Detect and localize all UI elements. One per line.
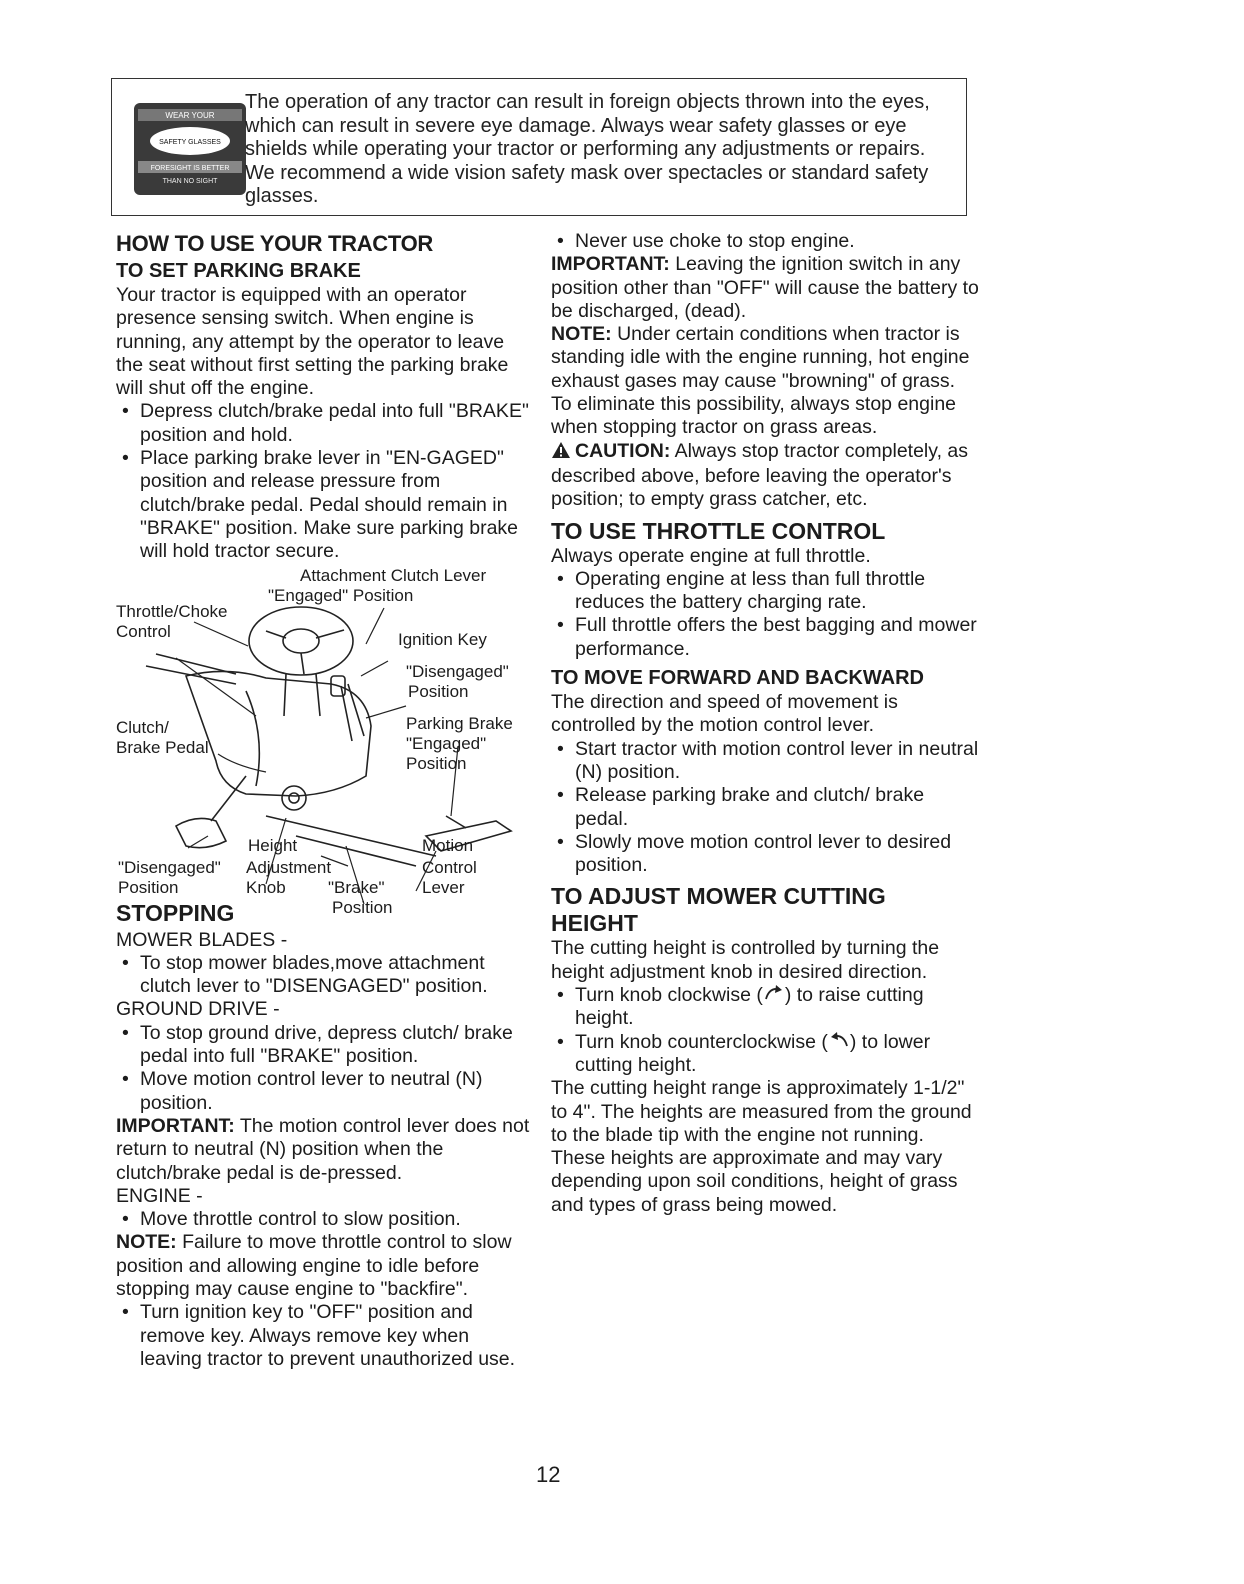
- label-motion: Motion: [422, 835, 474, 855]
- label-disengaged-bottom: "Disengaged": [118, 857, 221, 877]
- mower-bullet-1: • To stop mower blades,move attachment clutch lever to "DISENGAGED" position.: [116, 952, 536, 999]
- label-disengaged-top-position: Position: [408, 681, 469, 701]
- throttle-bullet-1: • Operating engine at less than full throttle reduces the battery charging rate.: [551, 568, 979, 615]
- stopping-note: [116, 1231, 536, 1301]
- label-control: Control: [422, 857, 477, 877]
- ground-drive-label: GROUND DRIVE -: [116, 998, 280, 1021]
- throttle-intro: Always operate engine at full throttle.: [551, 544, 871, 567]
- tractor-controls-diagram: [116, 566, 536, 938]
- icon-text-1: WEAR YOUR: [165, 111, 215, 120]
- safety-glasses-icon: [132, 101, 248, 197]
- counterclockwise-arrow-icon: [828, 1031, 850, 1053]
- clockwise-pre: Turn knob clockwise (: [575, 984, 763, 1007]
- cutting-intro: The cutting height is controlled by turning the height adjustment knob in desired direction.: [551, 937, 940, 983]
- cutting-bullet-1: [551, 984, 979, 1031]
- left-column: [116, 230, 536, 1371]
- icon-text-3: FORESIGHT IS BETTER: [150, 165, 230, 172]
- caution-text: Always stop tractor completely, as described above, before leaving the operator's position; to empty grass catcher, etc.: [551, 439, 969, 511]
- cutting-heading: TO ADJUST MOWER CUTTING HEIGHT: [551, 883, 886, 937]
- stopping-heading: STOPPING: [116, 899, 235, 926]
- label-parking-engaged: "Engaged": [406, 733, 487, 753]
- label-clutch: Clutch/: [116, 717, 169, 737]
- mower-blades-label: MOWER BLADES -: [116, 928, 288, 951]
- label-throttle-control: Control: [116, 621, 171, 641]
- note-text: Failure to move throttle control to slow position and allowing engine to idle before stopping may cause engine to "backfire".: [116, 1231, 512, 1301]
- label-parking-brake: Parking Brake: [406, 713, 513, 733]
- move-bullet-3: • Slowly move motion control lever to desired position.: [551, 831, 979, 878]
- warning-text: The operation of any tractor can result in foreign objects thrown into the eyes, which can result in severe eye damage. Always wear safety glasses or eye shields while operating your tractor or performing any adjustments or repairs. We recommend a wide vision safety mask over spectacles or standard safety glasses.: [245, 91, 930, 207]
- label-throttle-choke: Throttle/Choke: [116, 601, 228, 621]
- right-important-label: IMPORTANT:: [551, 253, 670, 276]
- label-lever: Lever: [422, 877, 465, 897]
- label-brake-pedal: Brake Pedal: [116, 737, 209, 757]
- move-heading: TO MOVE FORWARD AND BACKWARD: [551, 667, 924, 690]
- counterclockwise-post: ) to lower cutting height.: [575, 1030, 931, 1076]
- throttle-heading: TO USE THROTTLE CONTROL: [551, 517, 886, 544]
- caution: [551, 440, 979, 512]
- cutting-bullet-2: [551, 1031, 979, 1078]
- caution-label: CAUTION:: [575, 439, 671, 462]
- caution-triangle-icon: [551, 441, 571, 465]
- parking-bullet-1: • Depress clutch/brake pedal into full "BRAKE" position and hold.: [116, 400, 536, 447]
- important-text: The motion control lever does not return to neutral (N) position when the clutch/brake pedal is de-pressed.: [116, 1114, 530, 1184]
- label-brake: "Brake": [328, 877, 385, 897]
- icon-text-2: SAFETY GLASSES: [159, 139, 221, 146]
- label-adjustment: Adjustment: [246, 857, 332, 877]
- ground-bullet-2: • Move motion control lever to neutral (N) position.: [116, 1068, 536, 1115]
- cutting-outro: The cutting height range is approximately 1-1/2" to 4". The heights are measured from the ground to the blade tip with the engine not running. These heights are approximate and may vary depending upon soil conditions, height of grass and types of grass being mowed.: [551, 1077, 972, 1216]
- label-attachment-clutch: Attachment Clutch Lever: [300, 565, 487, 585]
- stopping-important: [116, 1115, 536, 1185]
- ground-bullet-1: • To stop ground drive, depress clutch/ brake pedal into full "BRAKE" position.: [116, 1022, 536, 1069]
- right-important-text: Leaving the ignition switch in any position other than "OFF" will cause the battery to be discharged, (dead).: [551, 253, 979, 322]
- important-label: IMPORTANT:: [116, 1114, 235, 1137]
- move-intro: The direction and speed of movement is controlled by the motion control lever.: [551, 691, 898, 737]
- label-height: Height: [248, 835, 298, 855]
- engine-bullet-1: • Move throttle control to slow position.: [116, 1208, 536, 1231]
- parking-bullet-2: • Place parking brake lever in "EN-GAGED" position and release pressure from clutch/brake pedal. Pedal should remain in "BRAKE" position. Make sure parking brake will hold tractor secure.: [116, 447, 536, 563]
- parking-intro: Your tractor is equipped with an operator presence sensing switch. When engine is running, any attempt by the operator to leave the seat without first setting the parking brake will shut off the engine.: [116, 284, 509, 400]
- counterclockwise-pre: Turn knob counterclockwise (: [575, 1030, 828, 1053]
- clockwise-arrow-icon: [763, 984, 785, 1006]
- section-title: HOW TO USE YOUR TRACTOR: [116, 231, 434, 256]
- label-attachment-engaged: "Engaged" Position: [268, 585, 414, 605]
- move-bullet-1: • Start tractor with motion control lever in neutral (N) position.: [551, 738, 979, 785]
- throttle-bullet-2: • Full throttle offers the best bagging and mower performance.: [551, 614, 979, 661]
- right-note: [551, 323, 979, 439]
- icon-text-4: THAN NO SIGHT: [162, 178, 218, 185]
- engine-bullet-2: • Turn ignition key to "OFF" position and remove key. Always remove key when leaving tractor to prevent unauthorized use.: [116, 1301, 536, 1371]
- right-column: [551, 230, 979, 1217]
- safety-warning-box: [111, 78, 967, 216]
- right-important: [551, 253, 979, 323]
- label-parking-position: Position: [406, 753, 467, 773]
- parking-brake-heading: TO SET PARKING BRAKE: [116, 260, 361, 282]
- note-label: NOTE:: [116, 1231, 177, 1254]
- clockwise-post: ) to raise cutting height.: [575, 984, 924, 1030]
- engine-label: ENGINE -: [116, 1184, 203, 1207]
- label-disengaged-top: "Disengaged": [406, 661, 509, 681]
- label-ignition-key: Ignition Key: [398, 629, 487, 649]
- right-note-label: NOTE:: [551, 323, 612, 346]
- label-brake-position: Position: [332, 897, 393, 917]
- label-position-bottom: Position: [118, 877, 179, 897]
- label-knob: Knob: [246, 877, 286, 897]
- choke-bullet: • Never use choke to stop engine.: [551, 230, 979, 253]
- right-note-text: Under certain conditions when tractor is standing idle with the engine running, hot engine exhaust gases may cause "browning" of grass. To eliminate this possibility, always stop engine when stopping tractor on grass areas.: [551, 323, 970, 439]
- move-bullet-2: • Release parking brake and clutch/ brake pedal.: [551, 784, 979, 831]
- page-number: 12: [536, 1462, 561, 1487]
